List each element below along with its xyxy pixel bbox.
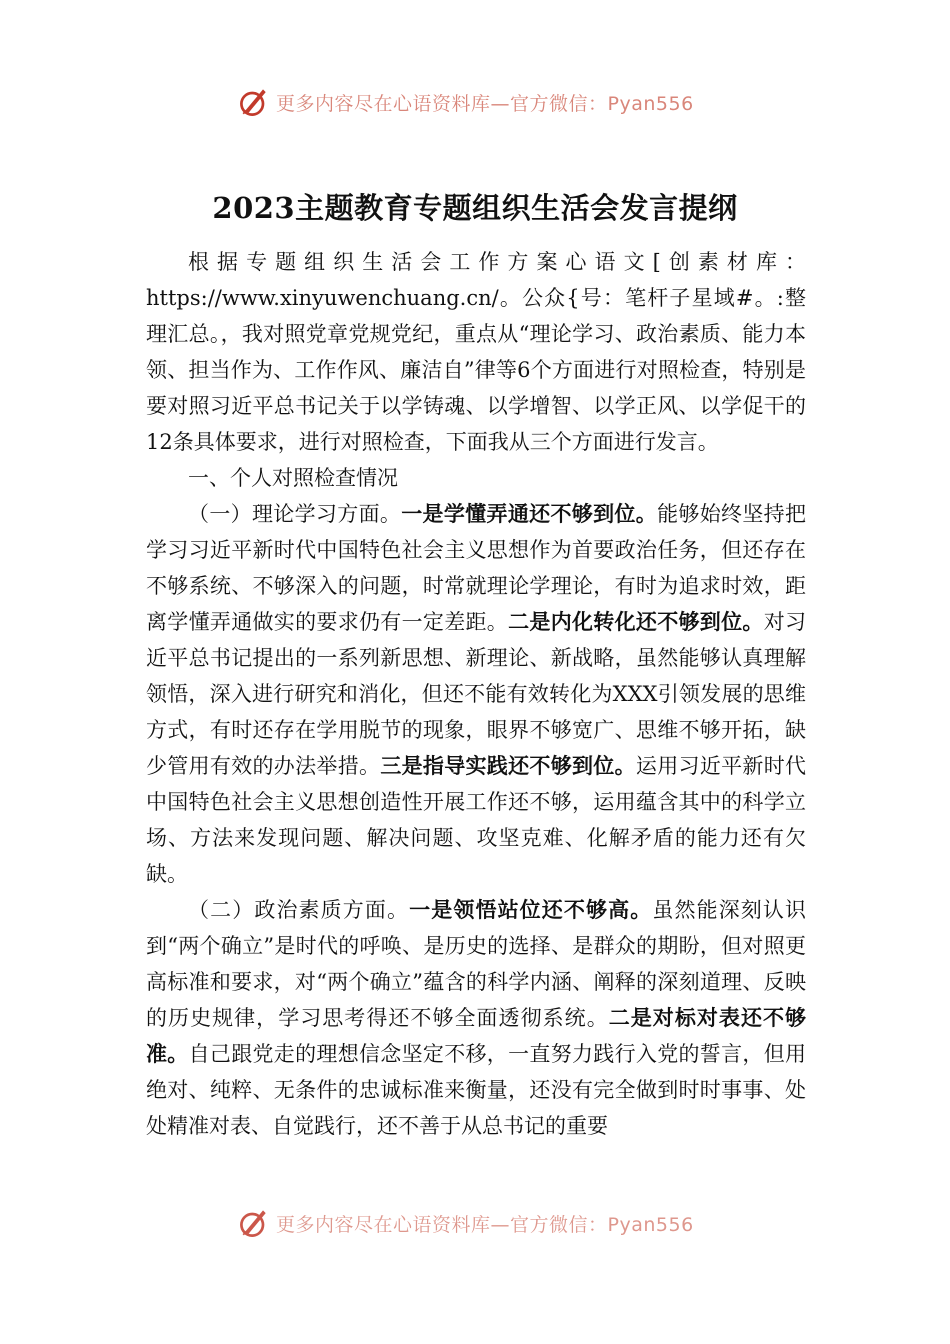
section-heading bbox=[146, 460, 806, 496]
watermark-footer bbox=[236, 1203, 796, 1243]
point-text: 运用习近平新时代中国特色社会主义思想创造性开展工作还不够，运用蕴含其中的科学立场、方法来发现问题、解决问题、攻坚克难、化解矛盾的能力还有欠缺。 bbox=[146, 754, 807, 886]
intro-paragraph: 根据专题组织生活会工作方案心语文[创素材库：https://www.xinyuwenchuang.cn/。公众{号：笔杆子星域#。:整理汇总。，我对照党章党规党纪，重点从“理论学习、政治素质、能力本领、担当作为、工作作风、廉洁自”律等6个方面进行对照检查，特别是要对照习近平总书记关于以学铸魂、以学增智、以学正风、以学促干的12条具体要求，进行对照检查，下面我从三个方面进行发言。 bbox=[146, 250, 806, 454]
quill-logo-icon bbox=[236, 84, 272, 120]
point-heading: 一是学懂弄通还不够到位。 bbox=[401, 502, 658, 526]
point-heading: 三是指导实践还不够到位。 bbox=[380, 754, 636, 778]
point-text: 自己跟党走的理想信念坚定不移，一直努力践行入党的誓言，但用绝对、纯粹、无条件的忠诚标准来衡量，还没有完全做到时时事事、处处精准对表、自觉践行，还不善于从总书记的重要 bbox=[146, 1042, 807, 1138]
page-title: 2023主题教育专题组织生活会发言提纲 bbox=[212, 191, 738, 225]
point-heading: 一是领悟站位还不够高。 bbox=[409, 898, 653, 922]
paragraph-theory-study bbox=[146, 496, 806, 892]
point-heading: 二是对标对表还不够准。 bbox=[146, 1006, 807, 1066]
watermark-text: 更多内容尽在心语资料库—官方微信：Pyan556 bbox=[276, 1213, 694, 1236]
point-heading: 二是内化转化还不够到位。 bbox=[508, 610, 764, 634]
point-text: 能够始终坚持把学习习近平新时代中国特色社会主义思想作为首要政治任务，但还存在不够系统、不够深入的问题，时常就理论学理论，有时为追求时效，距离学懂弄通做实的要求仍有一定差距。 bbox=[146, 502, 807, 634]
watermark-text: 更多内容尽在心语资料库—官方微信：Pyan556 bbox=[276, 92, 694, 115]
section-heading-text: 一、个人对照检查情况 bbox=[188, 466, 398, 490]
document-body bbox=[146, 244, 806, 1144]
quill-logo-icon bbox=[236, 1205, 272, 1241]
paragraph-political-quality bbox=[146, 892, 806, 1144]
watermark-header bbox=[236, 82, 796, 122]
subsection-lead: （一）理论学习方面。 bbox=[188, 502, 402, 526]
point-text: 对习近平总书记提出的一系列新思想、新理论、新战略，虽然能够认真理解领悟，深入进行研究和消化，但还不能有效转化为XXX引领发展的思维方式，有时还存在学用脱节的现象，眼界不够宽广、思维不够开拓，缺少管用有效的办法举措。 bbox=[146, 610, 807, 778]
subsection-lead: （二）政治素质方面。 bbox=[188, 898, 410, 922]
point-text: 虽然能深刻认识到“两个确立”是时代的呼唤、是历史的选择、是群众的期盼，但对照更高标准和要求，对“两个确立”蕴含的科学内涵、阐释的深刻道理、反映的历史规律，学习思考得还不够全面透彻系统。 bbox=[146, 898, 807, 1030]
